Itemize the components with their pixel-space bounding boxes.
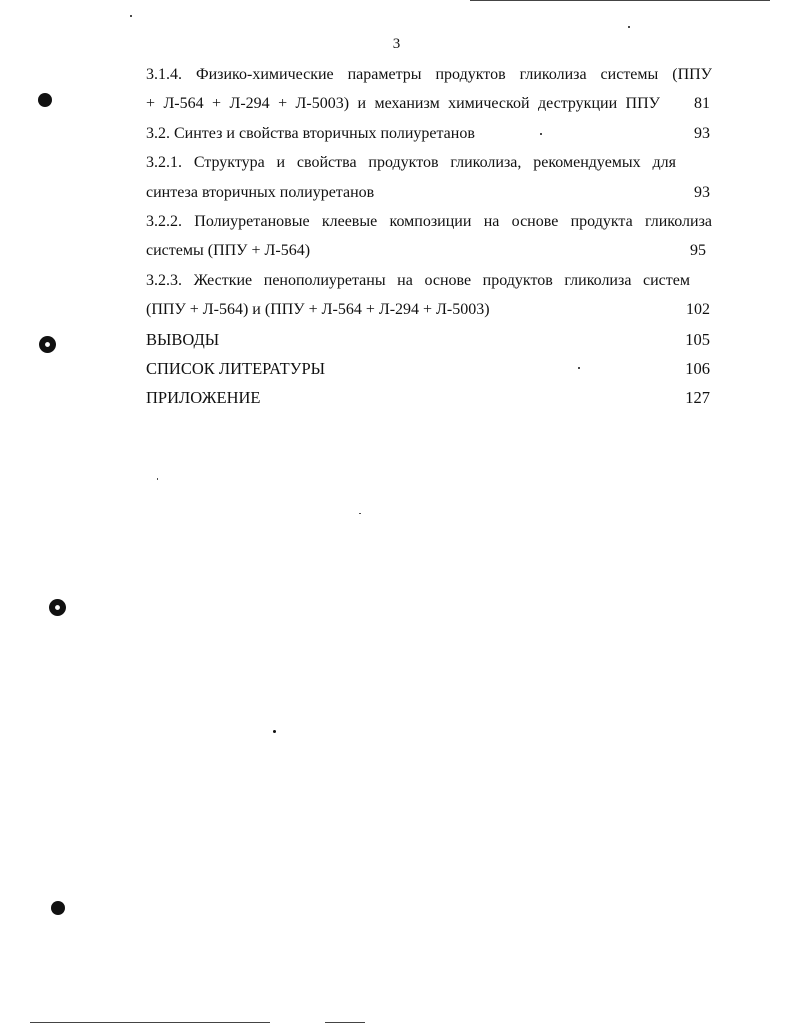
scan-rule-bottom-2: [325, 1022, 365, 1023]
toc-entry-page: 81: [694, 95, 710, 113]
toc-entry-title: СПИСОК ЛИТЕРАТУРЫ: [146, 358, 326, 378]
punch-hole-mark: [39, 336, 56, 353]
toc-entry-3-2-1-line-1: [146, 148, 676, 177]
table-of-contents: [146, 60, 712, 413]
toc-entry-title: синтеза вторичных полиуретанов: [146, 183, 375, 201]
page-number: 3: [392, 36, 401, 52]
toc-entry-title: системы (ППУ + Л-564): [146, 242, 311, 260]
toc-entry-appendix: [146, 383, 712, 412]
scan-speck: [273, 730, 276, 733]
toc-entry-page: 105: [685, 329, 710, 349]
toc-entry-title: 3.2.3. Жесткие пенополиуретаны на основе продуктов гликолиза систем: [146, 271, 690, 289]
toc-entry-conclusions: [146, 325, 712, 354]
toc-entry-page: 93: [694, 183, 710, 201]
toc-entry-title: 3.2.2. Полиуретановые клеевые композиции на основе продукта гликолиза: [146, 212, 712, 230]
toc-entry-3-2-3-line-2: [146, 295, 712, 324]
toc-entry-title: ПРИЛОЖЕНИЕ: [146, 388, 261, 408]
toc-entry-title: 3.2. Синтез и свойства вторичных полиуретанов: [146, 124, 475, 142]
toc-entry-page: 127: [685, 388, 710, 408]
toc-entry-title: (ППУ + Л-564) и (ППУ + Л-564 + Л-294 + Л-5003): [146, 301, 490, 319]
toc-entry-title: + Л-564 + Л-294 + Л-5003) и механизм химической деструкции ППУ: [146, 95, 660, 113]
toc-entry-3-2-2-line-1: [146, 207, 712, 236]
toc-entry-3-1-4-line-1: [146, 60, 712, 89]
toc-entry-3-2: [146, 119, 712, 148]
scan-speck: [628, 26, 630, 28]
toc-entry-page: 95: [690, 242, 706, 260]
toc-entry-title: 3.2.1. Структура и свойства продуктов гликолиза, рекомендуемых для: [146, 154, 676, 172]
toc-entry-3-2-2-line-2: [146, 236, 712, 265]
scan-speck: [130, 15, 132, 17]
punch-hole-mark: [38, 93, 52, 107]
toc-entry-title: ВЫВОДЫ: [146, 329, 220, 349]
punch-hole-mark: [51, 901, 65, 915]
toc-entry-page: 106: [685, 358, 710, 378]
toc-entry-page: 93: [694, 124, 710, 142]
scan-speck: [359, 513, 361, 514]
toc-entry-page: 102: [686, 301, 710, 319]
scan-speck: [578, 367, 580, 369]
scan-speck: [540, 133, 542, 135]
toc-entry-3-2-3-line-1: [146, 266, 690, 295]
scan-rule-bottom: [30, 1022, 270, 1023]
toc-entry-references: [146, 354, 712, 383]
toc-entry-title: 3.1.4. Физико-химические параметры продуктов гликолиза системы (ППУ: [146, 66, 712, 83]
scan-speck: [157, 478, 158, 480]
toc-entry-3-2-1-line-2: [146, 178, 712, 207]
scan-rule-top: [470, 0, 770, 1]
toc-entry-3-1-4-line-2: [146, 89, 712, 118]
punch-hole-mark: [49, 599, 66, 616]
